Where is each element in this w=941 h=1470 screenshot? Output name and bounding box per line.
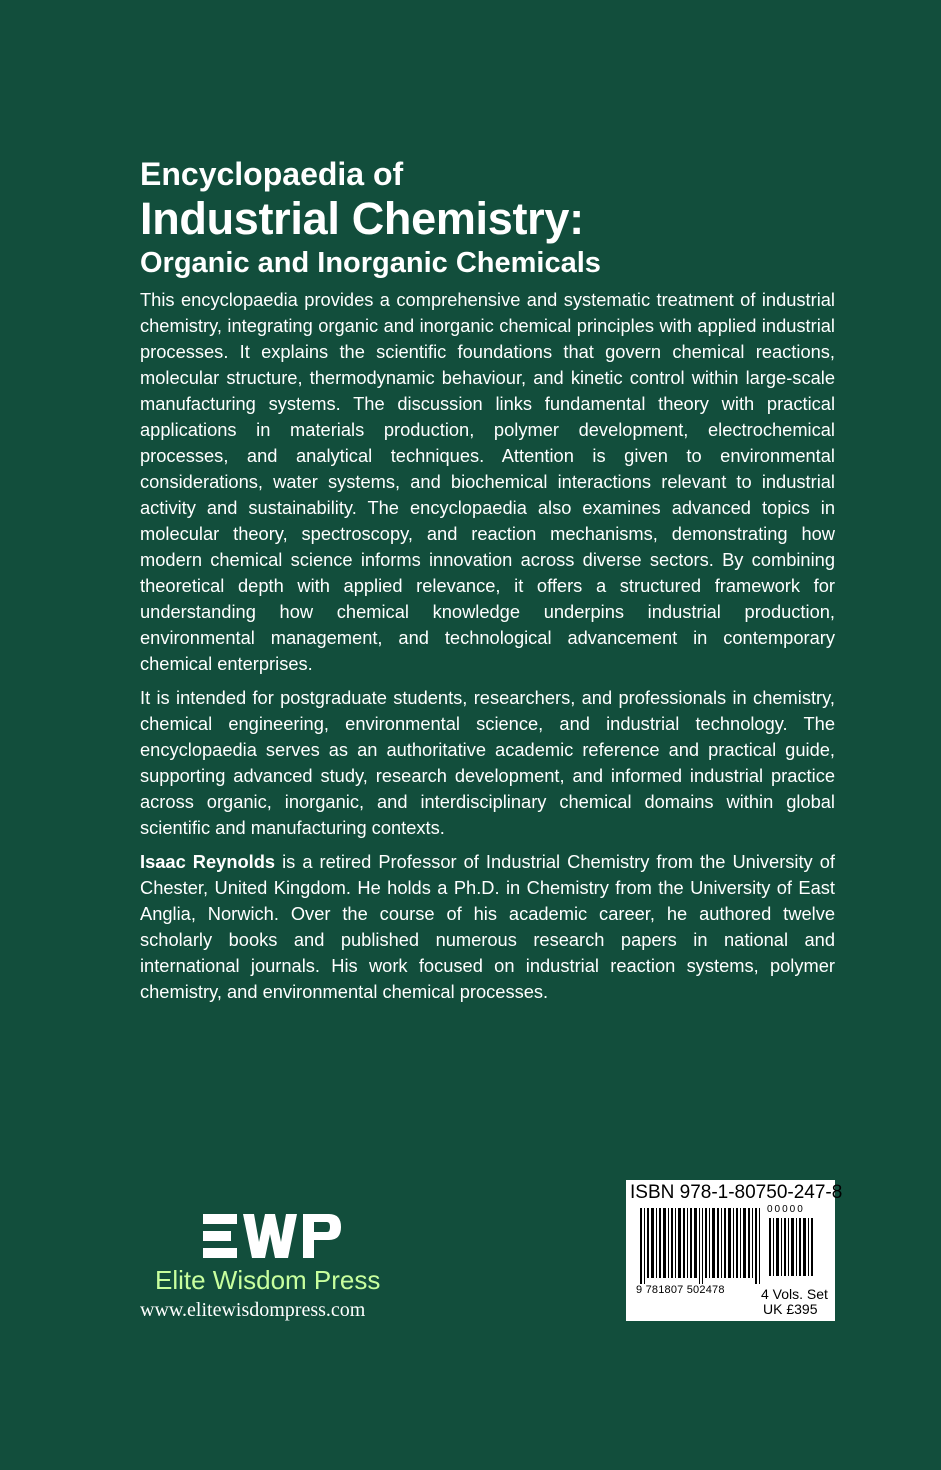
title-line-2: Industrial Chemistry: bbox=[140, 193, 584, 244]
set-and-price bbox=[761, 1287, 828, 1317]
publisher-name: Elite Wisdom Press bbox=[155, 1265, 381, 1295]
isbn-number: ISBN 978-1-80750-247-8 bbox=[630, 1182, 843, 1203]
publisher-url: www.elitewisdompress.com bbox=[140, 1299, 366, 1321]
author-name: Isaac Reynolds bbox=[140, 851, 276, 872]
barcode-icon bbox=[638, 1208, 828, 1284]
author-bio bbox=[140, 849, 835, 1005]
cover-text bbox=[140, 155, 835, 1013]
title-line-1: Encyclopaedia of bbox=[140, 156, 404, 192]
price-code: 00000 bbox=[767, 1204, 805, 1215]
price: UK £395 bbox=[763, 1301, 818, 1317]
set-info: 4 Vols. Set bbox=[761, 1286, 828, 1302]
description-paragraph-1: This encyclopaedia provides a comprehensive and systematic treatment of industrial chemistry, integrating organic and inorganic chemical principles with applied industrial processes. It explains the scientific foundations that govern chemical reactions, molecular structure, thermodynamic behaviour, and kinetic control within large-scale manufacturing systems. The discussion links fundamental theory with practical applications in materials production, polymer development, electrochemical processes, and analytical techniques. Attention is given to environmental considerations, water systems, and biochemical interactions relevant to industrial activity and sustainability. The encyclopaedia also examines advanced topics in molecular theory, spectroscopy, and reaction mechanisms, demonstrating how modern chemical science informs innovation across diverse sectors. By combining theoretical depth with applied relevance, it offers a structured framework for understanding how chemical knowledge underpins industrial production, environmental management, and technological advancement in contemporary chemical enterprises. bbox=[140, 289, 835, 674]
author-bio-text: is a retired Professor of Industrial Chemistry from the University of Chester, United Kingdom. He holds a Ph.D. in Chemistry from the University of East Anglia, Norwich. Over the course of his academic career, he authored twelve scholarly books and published numerous research papers in national and international journals. His work focused on industrial reaction systems, polymer chemistry, and environmental chemical processes. bbox=[140, 851, 835, 1002]
subtitle: Organic and Inorganic Chemicals bbox=[140, 247, 601, 279]
description-paragraph-2: It is intended for postgraduate students, researchers, and professionals in chemistry, chemical engineering, environmental science, and industrial technology. The encyclopaedia serves as an authoritative academic reference and practical guide, supporting advanced study, research development, and informed industrial practice across organic, inorganic, and interdisciplinary chemical domains within global scientific and manufacturing contexts. bbox=[140, 687, 835, 838]
ewp-logo-mark bbox=[203, 1212, 341, 1260]
isbn-barcode-panel bbox=[626, 1180, 843, 1321]
barcode-digits: 9 781807 502478 bbox=[636, 1284, 725, 1296]
